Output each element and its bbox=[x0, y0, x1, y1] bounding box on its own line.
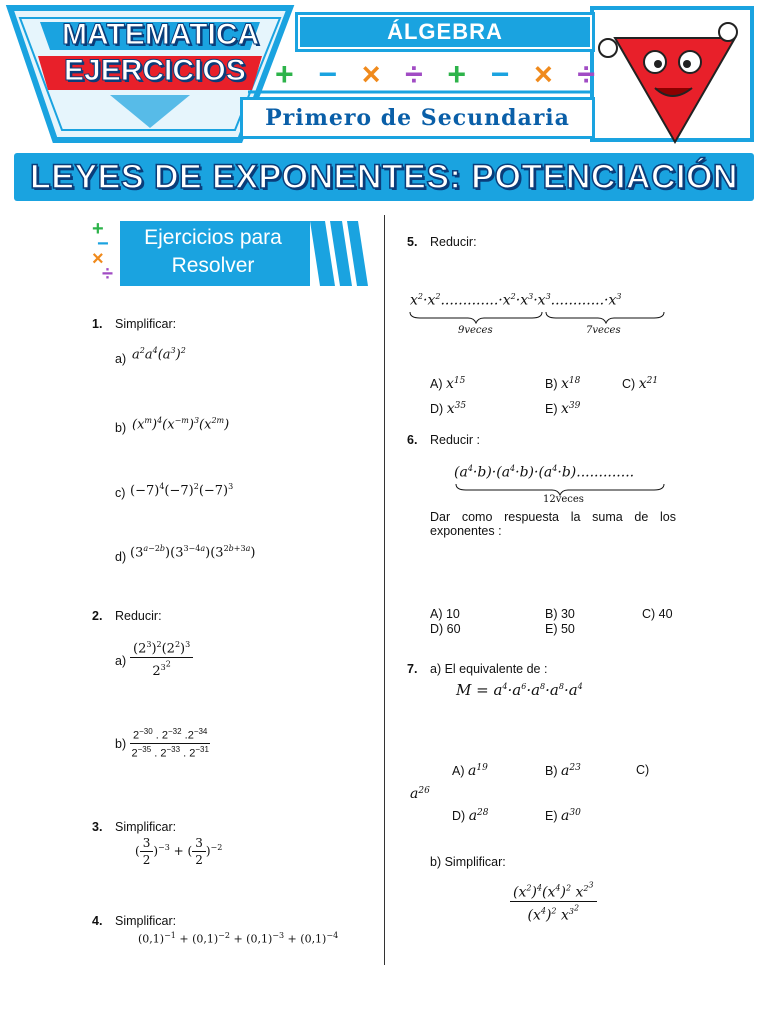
grade-label: Primero de Secundaria bbox=[240, 97, 595, 139]
minus-icon: − bbox=[318, 55, 338, 92]
banner-line1: Ejercicios para bbox=[144, 226, 282, 249]
q2-a-expr: $\frac{(2^3)^2(2^2)^3}{2^{3^2}}$ bbox=[130, 640, 193, 679]
q5-option-c: C) $x^{21}$ bbox=[622, 376, 659, 393]
header bbox=[0, 0, 768, 150]
q5-label: Reducir: bbox=[430, 235, 477, 249]
q1-b-label: b) bbox=[115, 421, 127, 435]
logo-line1: MATEMATICA bbox=[62, 18, 260, 51]
q7-label-a: a) El equivalente de : bbox=[430, 662, 548, 676]
q1-d-expr: $(3^{a-2b})(3^{3-4a})(3^{2b+3a})$ bbox=[130, 544, 256, 561]
operators-row bbox=[275, 56, 595, 92]
q6-option-d: D) 60 bbox=[430, 622, 461, 636]
q7-number: 7. bbox=[407, 662, 418, 676]
divide-icon: ÷ bbox=[577, 55, 595, 92]
column-divider bbox=[384, 215, 385, 965]
divide-icon: ÷ bbox=[102, 263, 113, 285]
times-icon: × bbox=[92, 248, 104, 270]
q6-brace-label: 12veces bbox=[543, 494, 584, 505]
q6-option-e: E) 50 bbox=[545, 622, 575, 636]
q4-expr: $(0,1)^{-1} + (0,1)^{-2} + (0,1)^{-3} + (0,1)^{-4}$ bbox=[138, 931, 339, 946]
q1-c-label: c) bbox=[115, 486, 126, 500]
plus-icon: + bbox=[275, 55, 294, 92]
q1-d-label: d) bbox=[115, 550, 127, 564]
q6-number: 6. bbox=[407, 433, 418, 447]
q4-label: Simplificar: bbox=[115, 914, 177, 928]
minus-icon: − bbox=[97, 233, 109, 255]
q5-option-e: E) $x^{39}$ bbox=[545, 401, 581, 418]
q7-label-b: b) Simplificar: bbox=[430, 855, 506, 869]
q1-number: 1. bbox=[92, 317, 103, 331]
logo-line2: EJERCICIOS bbox=[64, 54, 246, 87]
q4-number: 4. bbox=[92, 914, 103, 928]
q6-option-a: A) 10 bbox=[430, 607, 460, 621]
times-icon: × bbox=[534, 55, 553, 92]
q6-option-c: C) 40 bbox=[642, 607, 673, 621]
divide-icon: ÷ bbox=[405, 55, 423, 92]
q1-a-expr: $a^2a^4(a^3)^2$ bbox=[132, 346, 186, 363]
q1-b-expr: $(x^m)^4(x^{-m})^3(x^{2m})$ bbox=[132, 416, 230, 433]
q5-brace-label-1: 9veces bbox=[458, 325, 493, 336]
q6-label: Reducir : bbox=[430, 433, 481, 447]
q7-option-c: C) bbox=[636, 763, 650, 777]
q2-a-label: a) bbox=[115, 654, 127, 668]
q5-expr: $x^2\cdot x^2.............\cdot x^2\cdot x^3\cdot x^3............\cdot x^3$ bbox=[410, 292, 622, 309]
q6-note: Dar como respuesta la suma de los exponentes : bbox=[430, 510, 676, 538]
q3-label: Simplificar: bbox=[115, 820, 177, 834]
q5-option-a: A) $x^{15}$ bbox=[430, 376, 466, 393]
q6-option-b: B) 30 bbox=[545, 607, 575, 621]
banner-line2: Resolver bbox=[171, 254, 255, 277]
q2-b-label: b) bbox=[115, 737, 127, 751]
q7-a-expr: $M = a^4\cdot a^6\cdot a^8\cdot a^8\cdot a^4$ bbox=[456, 681, 583, 699]
subject-label: ÁLGEBRA bbox=[295, 12, 595, 52]
q2-label: Reducir: bbox=[115, 609, 162, 623]
q7-option-b: B) $a^{23}$ bbox=[545, 763, 581, 780]
plus-icon: + bbox=[92, 218, 104, 240]
banner-operators bbox=[92, 218, 113, 285]
q3-number: 3. bbox=[92, 820, 103, 834]
q7-option-e: E) $a^{30}$ bbox=[545, 808, 581, 825]
q5-number: 5. bbox=[407, 235, 418, 249]
q1-label: Simplificar: bbox=[115, 317, 177, 331]
q5-brace-label-2: 7veces bbox=[586, 325, 621, 336]
q6-expr: $(a^4\cdot b)\cdot(a^4\cdot b)\cdot(a^4\cdot b)$............. bbox=[454, 464, 635, 481]
q5-option-d: D) $x^{35}$ bbox=[430, 401, 467, 418]
q7-option-a: A) $a^{19}$ bbox=[452, 763, 488, 780]
minus-icon: − bbox=[490, 55, 510, 92]
exercises-banner bbox=[120, 221, 370, 286]
times-icon: × bbox=[361, 55, 381, 92]
q7-b-expr: $\frac{(x^2)^4(x^4)^2 x^{2^3}}{(x^4)^2 x^{3^2}}$ bbox=[510, 880, 597, 924]
q1-c-expr: $(-7)^4(-7)^2(-7)^3$ bbox=[130, 482, 234, 499]
q1-a-label: a) bbox=[115, 352, 127, 366]
plus-icon: + bbox=[447, 55, 466, 92]
q7-option-c-value: $a^{26}$ bbox=[410, 786, 430, 803]
q3-expr: ( $\frac{3}{2}$ )$^{-3}$ + ( $\frac{3}{2}$ )$^{-2}$ bbox=[135, 836, 223, 867]
q7-option-d: D) $a^{28}$ bbox=[452, 808, 489, 825]
q2-b-expr: $\frac{2^{-30} . 2^{-32} .2^{-34}}{2^{-35} . 2^{-33} . 2^{-31}}$ bbox=[131, 727, 209, 760]
q5-braces bbox=[408, 310, 668, 324]
page-title: LEYES DE EXPONENTES: POTENCIACIÓN bbox=[14, 153, 754, 201]
q2-number: 2. bbox=[92, 609, 103, 623]
q5-option-b: B) $x^{18}$ bbox=[545, 376, 581, 393]
